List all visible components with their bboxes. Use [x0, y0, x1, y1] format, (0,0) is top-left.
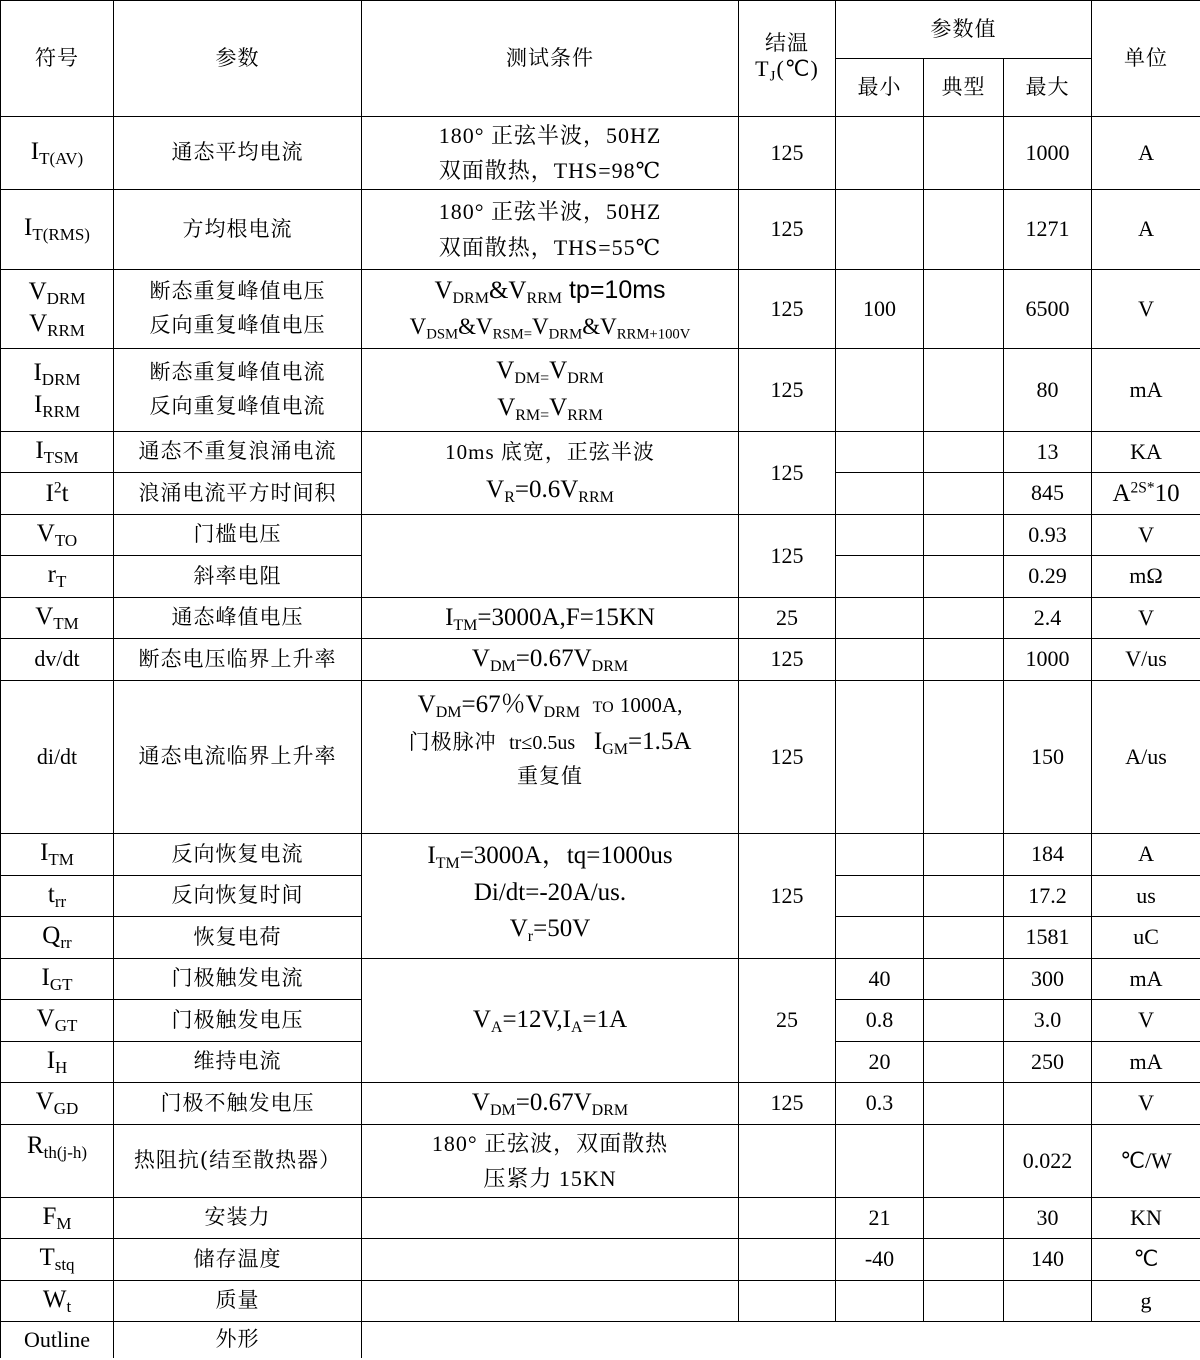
max-cell: 13 [1004, 432, 1092, 473]
max-cell: 150 [1004, 681, 1092, 834]
max-cell: 184 [1004, 834, 1092, 876]
header-min: 最小 [836, 59, 924, 117]
condition-cell [362, 1198, 739, 1239]
max-cell: 6500 [1004, 270, 1092, 349]
tj-cell: 125 [739, 117, 836, 190]
symbol-cell: dv/dt [1, 639, 114, 681]
min-cell [836, 349, 924, 432]
unit-cell: mΩ [1092, 556, 1200, 598]
min-cell: 20 [836, 1042, 924, 1083]
header-test-conditions: 测试条件 [362, 1, 739, 117]
symbol-cell: $I_{DRM}$ $I_{RRM}$ [1, 349, 114, 432]
condition-cell [362, 1281, 739, 1322]
condition-cell [362, 515, 739, 598]
symbol-cell: $R_{th(j-h)}$ [1, 1125, 114, 1198]
symbol-cell: $r_T$ [1, 556, 114, 598]
parameter-cell: 通态峰值电压 [114, 598, 362, 639]
table-row [1, 1125, 1200, 1198]
condition-cell: ITM=3000A,F=15KN [362, 598, 739, 639]
symbol-cell: $Q_{rr}$ [1, 917, 114, 959]
unit-cell: g [1092, 1281, 1200, 1322]
typ-cell [924, 917, 1004, 959]
min-cell [836, 1281, 924, 1322]
header-parameter: 参数 [114, 1, 362, 117]
max-cell: 80 [1004, 349, 1092, 432]
typ-cell [924, 876, 1004, 917]
table-row [1, 681, 1200, 834]
typ-cell [924, 117, 1004, 190]
min-cell [836, 639, 924, 681]
min-cell [836, 556, 924, 598]
min-cell [836, 190, 924, 270]
parameter-cell: 通态平均电流 [114, 117, 362, 190]
tj-cell: 125 [739, 515, 836, 598]
typ-cell [924, 834, 1004, 876]
min-cell [836, 681, 924, 834]
typ-cell [924, 270, 1004, 349]
tj-cell [739, 1281, 836, 1322]
symbol-cell: $W_t$ [1, 1281, 114, 1322]
max-cell: 1581 [1004, 917, 1092, 959]
unit-cell: A/us [1092, 681, 1200, 834]
tj-cell: 125 [739, 639, 836, 681]
typ-cell [924, 681, 1004, 834]
unit-cell: V [1092, 1083, 1200, 1125]
typ-cell [924, 1198, 1004, 1239]
typ-cell [924, 598, 1004, 639]
symbol-cell: $I_{T(RMS)}$ [1, 190, 114, 270]
unit-cell: mA [1092, 959, 1200, 1000]
table-row [1, 1281, 1200, 1322]
condition-cell: VA=12V,IA=1A [362, 959, 739, 1083]
symbol-cell: $V_{GD}$ [1, 1083, 114, 1125]
condition-cell [362, 1239, 739, 1281]
typ-cell [924, 432, 1004, 473]
tj-cell [739, 1198, 836, 1239]
min-cell [836, 598, 924, 639]
max-cell: 3.0 [1004, 1000, 1092, 1042]
parameter-cell: 斜率电阻 [114, 556, 362, 598]
min-cell: 21 [836, 1198, 924, 1239]
tj-cell: 125 [739, 349, 836, 432]
header-max: 最大 [1004, 59, 1092, 117]
min-cell [836, 834, 924, 876]
symbol-cell: $I_{TSM}$ [1, 432, 114, 473]
symbol-cell: $T_{stq}$ [1, 1239, 114, 1281]
unit-cell: V [1092, 598, 1200, 639]
table-row [1, 1239, 1200, 1281]
max-cell: 30 [1004, 1198, 1092, 1239]
typ-cell [924, 1125, 1004, 1198]
condition-cell: VDM=0.67VDRM [362, 1083, 739, 1125]
typ-cell [924, 556, 1004, 598]
parameter-cell: 安装力 [114, 1198, 362, 1239]
min-cell: 0.8 [836, 1000, 924, 1042]
tj-cell: 125 [739, 681, 836, 834]
parameter-cell: 门极不触发电压 [114, 1083, 362, 1125]
table-row [1, 515, 1200, 556]
unit-cell: mA [1092, 349, 1200, 432]
condition-cell: 180° 正弦半波，50HZ 双面散热，THS=55℃ [362, 190, 739, 270]
tj-cell: 125 [739, 270, 836, 349]
min-cell [836, 1125, 924, 1198]
unit-cell: V [1092, 515, 1200, 556]
unit-cell: KN [1092, 1198, 1200, 1239]
tj-cell [739, 1125, 836, 1198]
max-cell [1004, 1083, 1092, 1125]
max-cell: 250 [1004, 1042, 1092, 1083]
unit-cell: A [1092, 117, 1200, 190]
min-cell: 0.3 [836, 1083, 924, 1125]
max-cell [1004, 1281, 1092, 1322]
max-cell: 2.4 [1004, 598, 1092, 639]
outline-content-cell [362, 1322, 1200, 1358]
parameter-cell: 浪涌电流平方时间积 [114, 473, 362, 515]
max-cell: 1271 [1004, 190, 1092, 270]
max-cell: 845 [1004, 473, 1092, 515]
max-cell: 0.29 [1004, 556, 1092, 598]
symbol-cell: $I^2t$ [1, 473, 114, 515]
max-cell: 0.93 [1004, 515, 1092, 556]
table-row [1, 959, 1200, 1000]
parameter-cell: 门极触发电压 [114, 1000, 362, 1042]
parameter-cell: 储存温度 [114, 1239, 362, 1281]
typ-cell [924, 1000, 1004, 1042]
table-row [1, 349, 1200, 432]
condition-cell: VDM=VDRM VRM=VRRM [362, 349, 739, 432]
typ-cell [924, 1281, 1004, 1322]
max-cell: 1000 [1004, 639, 1092, 681]
parameter-cell: 维持电流 [114, 1042, 362, 1083]
table-row [1, 834, 1200, 876]
unit-cell: mA [1092, 1042, 1200, 1083]
symbol-cell: $I_{TM}$ [1, 834, 114, 876]
typ-cell [924, 1083, 1004, 1125]
condition-cell: 180° 正弦半波，50HZ 双面散热，THS=98℃ [362, 117, 739, 190]
max-cell: 1000 [1004, 117, 1092, 190]
tj-cell: 25 [739, 959, 836, 1083]
unit-cell: A [1092, 190, 1200, 270]
header-junction-temp-symbol: $T_J(℃)$ [755, 55, 819, 85]
typ-cell [924, 639, 1004, 681]
unit-cell: KA [1092, 432, 1200, 473]
table-row [1, 1198, 1200, 1239]
max-cell: 300 [1004, 959, 1092, 1000]
header-typ: 典型 [924, 59, 1004, 117]
parameter-cell: 反向恢复时间 [114, 876, 362, 917]
min-cell: 40 [836, 959, 924, 1000]
symbol-cell: Outline [1, 1322, 114, 1358]
parameter-cell: 断态电压临界上升率 [114, 639, 362, 681]
typ-cell [924, 1042, 1004, 1083]
table-row [1, 117, 1200, 190]
min-cell [836, 515, 924, 556]
min-cell: -40 [836, 1239, 924, 1281]
max-cell: 0.022 [1004, 1125, 1092, 1198]
symbol-cell: $V_{TM}$ [1, 598, 114, 639]
table-row [1, 1322, 1200, 1358]
header-unit: 单位 [1092, 1, 1200, 117]
table-row [1, 639, 1200, 681]
tj-cell: 125 [739, 190, 836, 270]
parameter-cell: 方均根电流 [114, 190, 362, 270]
symbol-cell: $V_{TO}$ [1, 515, 114, 556]
min-cell: 100 [836, 270, 924, 349]
table-row [1, 432, 1200, 473]
header-symbol: 符号 [1, 1, 114, 117]
tj-cell: 125 [739, 834, 836, 959]
parameter-cell: 断态重复峰值电流 反向重复峰值电流 [114, 349, 362, 432]
table-row [1, 598, 1200, 639]
symbol-cell: di/dt [1, 681, 114, 834]
condition-cell: 10ms 底宽，正弦半波 VR=0.6VRRM [362, 432, 739, 515]
tj-cell [739, 1239, 836, 1281]
condition-cell: 180° 正弦波，双面散热 压紧力 15KN [362, 1125, 739, 1198]
condition-cell: VDM=67％VDRM TO 1000A, 门极脉冲 tr≤0.5us IGM=1.5A 重复值 [362, 681, 739, 834]
typ-cell [924, 349, 1004, 432]
typ-cell [924, 473, 1004, 515]
header-junction-temp-label: 结温 [765, 30, 809, 55]
unit-cell: ℃/W [1092, 1125, 1200, 1198]
unit-cell: V/us [1092, 639, 1200, 681]
symbol-cell: $F_M$ [1, 1198, 114, 1239]
table-row [1, 1083, 1200, 1125]
symbol-cell: $V_{GT}$ [1, 1000, 114, 1042]
unit-cell: A [1092, 834, 1200, 876]
min-cell [836, 117, 924, 190]
tj-cell: 125 [739, 432, 836, 515]
header-param-values: 参数值 [836, 1, 1092, 59]
unit-cell: uC [1092, 917, 1200, 959]
unit-cell: V [1092, 270, 1200, 349]
parameter-cell: 通态电流临界上升率 [114, 681, 362, 834]
table-row [1, 270, 1200, 349]
symbol-cell: $V_{DRM}$ $V_{RRM}$ [1, 270, 114, 349]
typ-cell [924, 959, 1004, 1000]
parameter-cell: 反向恢复电流 [114, 834, 362, 876]
min-cell [836, 473, 924, 515]
parameter-cell: 恢复电荷 [114, 917, 362, 959]
symbol-cell: $I_{T(AV)}$ [1, 117, 114, 190]
symbol-cell: $I_{GT}$ [1, 959, 114, 1000]
parameter-cell: 通态不重复浪涌电流 [114, 432, 362, 473]
parameter-cell: 断态重复峰值电压 反向重复峰值电压 [114, 270, 362, 349]
condition-cell: ITM=3000A，tq=1000us Di/dt=-20A/us. Vr=50V [362, 834, 739, 959]
min-cell [836, 917, 924, 959]
tj-cell: 25 [739, 598, 836, 639]
header-junction-temp [739, 1, 836, 117]
header-row [1, 1, 1200, 59]
unit-cell: $A^{2S*}10$ [1092, 473, 1200, 515]
parameter-cell: 热阻抗(结至散热器） [114, 1125, 362, 1198]
min-cell [836, 432, 924, 473]
min-cell [836, 876, 924, 917]
condition-cell: VDM=0.67VDRM [362, 639, 739, 681]
symbol-cell: $t_{rr}$ [1, 876, 114, 917]
unit-cell: ℃ [1092, 1239, 1200, 1281]
unit-cell: V [1092, 1000, 1200, 1042]
typ-cell [924, 515, 1004, 556]
max-cell: 140 [1004, 1239, 1092, 1281]
parameter-cell: 门极触发电流 [114, 959, 362, 1000]
tj-cell: 125 [739, 1083, 836, 1125]
parameter-cell: 门槛电压 [114, 515, 362, 556]
parameter-cell: 质量 [114, 1281, 362, 1322]
table-row [1, 190, 1200, 270]
typ-cell [924, 190, 1004, 270]
max-cell: 17.2 [1004, 876, 1092, 917]
unit-cell: us [1092, 876, 1200, 917]
symbol-cell: $I_H$ [1, 1042, 114, 1083]
parameter-cell: 外形 [114, 1322, 362, 1358]
typ-cell [924, 1239, 1004, 1281]
condition-cell: VDRM&VRRM tp=10ms VDSM&VRSM=VDRM&VRRM+100V [362, 270, 739, 349]
